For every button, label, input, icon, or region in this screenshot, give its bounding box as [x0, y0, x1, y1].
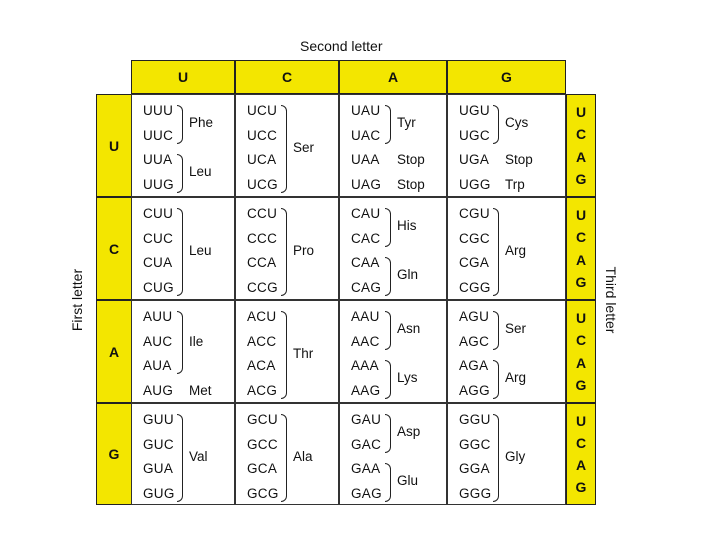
third-letter-A: A [575, 148, 587, 165]
third-letter-U: U [575, 310, 587, 327]
third-letter-column-G [566, 403, 596, 505]
third-letter-C: C [575, 435, 587, 451]
codon: UCA [247, 152, 277, 167]
codon: AGG [459, 382, 490, 398]
bracket [385, 360, 391, 399]
bracket [385, 414, 391, 453]
codon: AGU [459, 309, 490, 324]
amino-acid-label: Tyr [397, 115, 416, 131]
codon: GCU [247, 412, 278, 427]
codon: UAU [351, 103, 381, 118]
second-letter-label: Second letter [300, 38, 383, 54]
bracket [493, 414, 499, 502]
third-letter-G: G [575, 479, 587, 495]
codon: CUA [143, 255, 173, 270]
third-letter-C: C [575, 332, 587, 349]
codon: UAG [351, 176, 382, 192]
codon: ACU [247, 309, 277, 324]
codon: UGC [459, 127, 490, 143]
first-letter-A: A [96, 300, 132, 403]
amino-acid-label: Phe [189, 115, 214, 131]
amino-acid-label: Met [189, 382, 212, 398]
third-letter-C: C [575, 126, 587, 143]
codon: GGG [459, 485, 492, 501]
bracket [385, 208, 391, 247]
amino-acid-label: Thr [293, 345, 314, 361]
bracket [493, 105, 499, 144]
codon: AGA [459, 358, 489, 373]
codon: ACA [247, 358, 276, 373]
codon: UGG [459, 176, 491, 192]
codon: GCG [247, 485, 279, 501]
bracket [281, 105, 287, 193]
amino-acid-label: Asp [397, 424, 421, 440]
codon: AUU [143, 309, 173, 324]
codon: GAA [351, 461, 381, 476]
third-letter-column-U [566, 94, 596, 197]
first-letter-label: First letter [69, 268, 85, 332]
first-letter-U: U [96, 94, 132, 197]
codon: UCC [247, 127, 278, 143]
amino-acid-label: Leu [189, 242, 212, 258]
codon: UUC [143, 127, 174, 143]
codon: CAC [351, 230, 381, 246]
third-letter-G: G [575, 170, 587, 187]
third-letter-C: C [575, 229, 587, 246]
codon: UCU [247, 103, 278, 118]
codon: GAG [351, 485, 382, 501]
amino-acid-label: Stop [505, 152, 533, 167]
bracket [177, 311, 183, 374]
bracket [493, 360, 499, 399]
amino-acid-label: Val [189, 448, 208, 464]
codon: UAA [351, 152, 380, 167]
second-letter-C: C [235, 60, 339, 94]
codon: AAC [351, 333, 380, 349]
third-letter-A: A [575, 457, 587, 473]
codon: UGU [459, 103, 490, 118]
bracket [493, 208, 499, 296]
bracket [493, 311, 499, 350]
first-letter-C: C [96, 197, 132, 300]
amino-acid-label: Ala [293, 448, 313, 464]
codon: CCG [247, 279, 278, 295]
bracket [281, 208, 287, 296]
codon: AGC [459, 333, 490, 349]
codon: GUC [143, 436, 174, 452]
third-letter-U: U [575, 413, 587, 429]
codon: CCU [247, 206, 278, 221]
third-letter-U: U [575, 207, 587, 224]
amino-acid-label: Pro [293, 242, 315, 258]
codon: CAG [351, 279, 382, 295]
bracket [177, 154, 183, 193]
amino-acid-label: Arg [505, 242, 527, 258]
codon: GAU [351, 412, 382, 427]
codon: GAC [351, 436, 382, 452]
codon: GCA [247, 461, 278, 476]
second-letter-G: G [447, 60, 566, 94]
codon: GUG [143, 485, 175, 501]
bracket [177, 208, 183, 296]
third-letter-U: U [575, 104, 587, 121]
codon: AAA [351, 358, 379, 373]
codon: CUC [143, 230, 174, 246]
codon: GUA [143, 461, 174, 476]
amino-acid-label: Lys [397, 370, 418, 386]
third-letter-G: G [575, 273, 587, 290]
third-letter-label: Third letter [603, 266, 619, 334]
codon: CGG [459, 279, 491, 295]
codon: AUC [143, 333, 173, 349]
codon: CAA [351, 255, 380, 270]
third-letter-G: G [575, 376, 587, 393]
amino-acid-label: Trp [505, 176, 525, 192]
codon: CAU [351, 206, 381, 221]
codon: GCC [247, 436, 278, 452]
amino-acid-label: Ser [293, 139, 315, 155]
third-letter-A: A [575, 251, 587, 268]
codon: UGA [459, 152, 490, 167]
bracket [385, 257, 391, 296]
codon: GGA [459, 461, 490, 476]
codon: GGU [459, 412, 491, 427]
amino-acid-label: Ser [505, 321, 527, 337]
codon: GUU [143, 412, 174, 427]
amino-acid-label: Stop [397, 176, 425, 192]
codon: ACG [247, 382, 278, 398]
second-letter-U: U [131, 60, 235, 94]
bracket [385, 105, 391, 144]
codon: CGC [459, 230, 490, 246]
third-letter-A: A [575, 354, 587, 371]
codon: UUU [143, 103, 174, 118]
codon: CUU [143, 206, 174, 221]
codon: ACC [247, 333, 277, 349]
codon: UUA [143, 152, 173, 167]
codon: AAU [351, 309, 380, 324]
codon: AUG [143, 382, 174, 398]
amino-acid-label: Cys [505, 115, 529, 131]
codon: CGA [459, 255, 490, 270]
amino-acid-label: Gln [397, 267, 419, 283]
codon: CCC [247, 230, 278, 246]
bracket [177, 414, 183, 502]
first-letter-G: G [96, 403, 132, 505]
second-letter-A: A [339, 60, 447, 94]
amino-acid-label: Glu [397, 473, 419, 489]
amino-acid-label: Stop [397, 152, 425, 167]
bracket [281, 311, 287, 399]
codon: UUG [143, 176, 174, 192]
amino-acid-label: His [397, 218, 417, 234]
codon: CGU [459, 206, 490, 221]
amino-acid-label: Asn [397, 321, 421, 337]
amino-acid-label: Gly [505, 448, 526, 464]
bracket [385, 463, 391, 502]
amino-acid-label: Leu [189, 164, 212, 180]
codon: AAG [351, 382, 381, 398]
codon: UCG [247, 176, 278, 192]
bracket [177, 105, 183, 144]
codon: AUA [143, 358, 172, 373]
third-letter-column-C [566, 197, 596, 300]
bracket [385, 311, 391, 350]
codon: CCA [247, 255, 277, 270]
third-letter-column-A [566, 300, 596, 403]
codon: GGC [459, 436, 491, 452]
bracket [281, 414, 287, 502]
amino-acid-label: Arg [505, 370, 527, 386]
codon: UAC [351, 127, 381, 143]
codon: CUG [143, 279, 174, 295]
amino-acid-label: Ile [189, 333, 204, 349]
